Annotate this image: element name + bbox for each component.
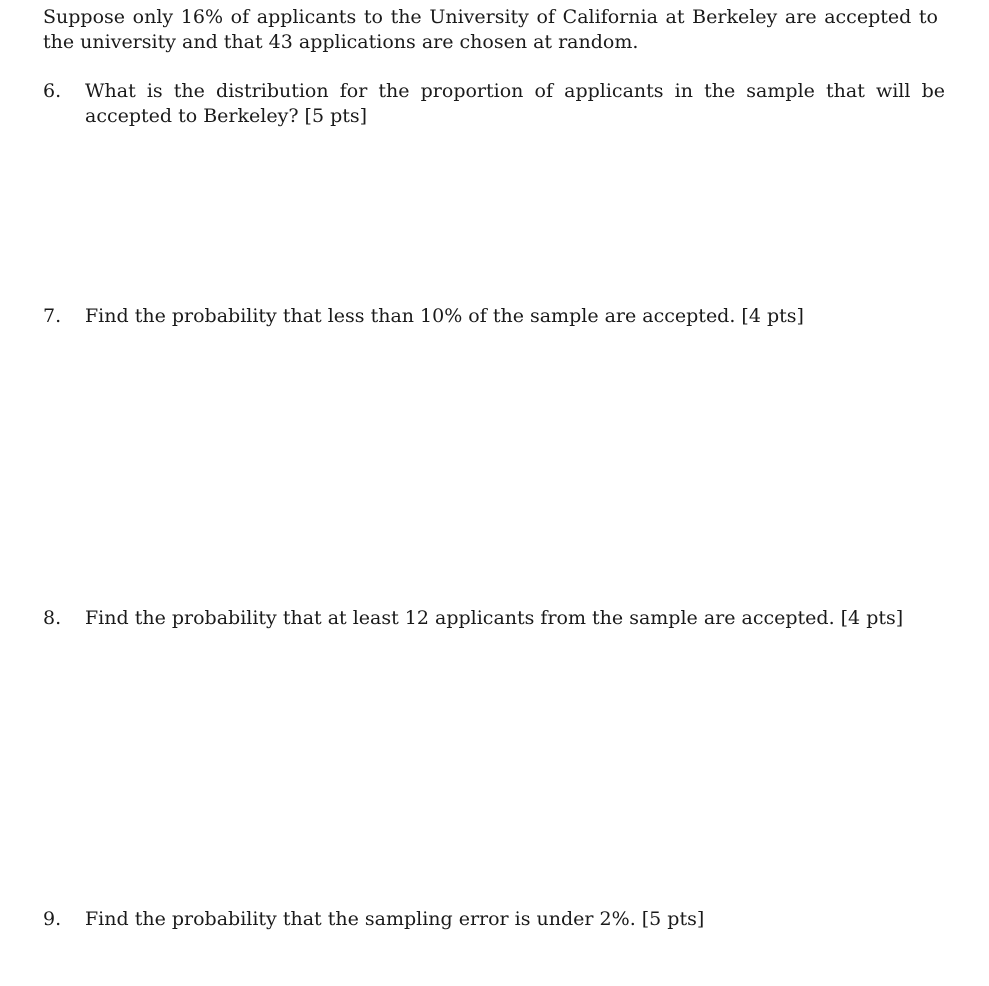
question-number: 6. [43, 80, 62, 102]
question-number: 8. [43, 607, 62, 629]
question-9 [43, 907, 945, 932]
question-8 [43, 606, 945, 631]
question-7 [43, 304, 945, 329]
problem-intro: Suppose only 16% of applicants to the University of California at Berkeley are accepted to the university and that 43 applications are chosen at random. [43, 6, 938, 53]
question-text: Find the probability that less than 10% of the sample are accepted. [4 pts] [85, 305, 804, 327]
question-text: Find the probability that the sampling error is under 2%. [5 pts] [85, 908, 705, 930]
question-text: What is the distribution for the proportion of applicants in the sample that will be accepted to Berkeley? [5 pts] [85, 80, 945, 127]
question-text: Find the probability that at least 12 applicants from the sample are accepted. [4 pts] [85, 607, 904, 629]
question-number: 9. [43, 908, 62, 930]
question-number: 7. [43, 305, 62, 327]
question-6 [43, 79, 945, 129]
